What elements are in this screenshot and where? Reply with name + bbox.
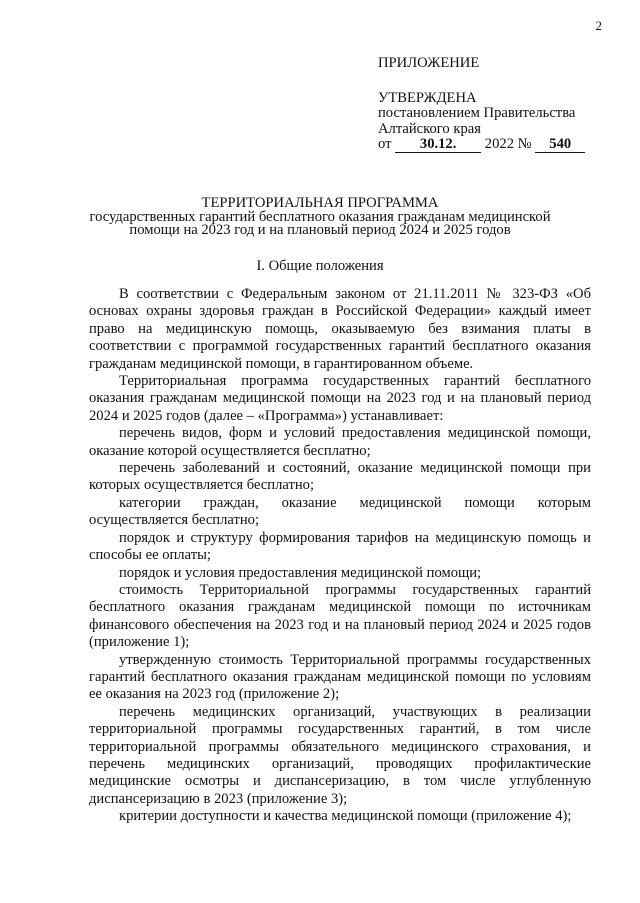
decree-year: 2022 № <box>484 136 532 152</box>
decree-number: 540 <box>535 137 585 153</box>
body-text <box>89 286 591 826</box>
page-number: 2 <box>595 18 602 33</box>
decree-date-line <box>378 137 618 154</box>
paragraph: перечень видов, форм и условий предоставления медицинской помощи, оказание которой осуществляется бесплатно; <box>89 425 591 459</box>
program-title-line-2: государственных гарантий бесплатного оказания гражданам медицинской <box>89 208 551 225</box>
paragraph: В соответствии с Федеральным законом от 21.11.2011 № 323-ФЗ «Об основах охраны здоровья граждан в Российской Федерации» каждый имеет право на медицинскую помощь, оказываемую без взимания платы в соответствии с программой государственных гарантий бесплатного оказания гражданам медицинской помощи, в гарантированном объеме. <box>89 286 591 372</box>
program-title-line-3: помощи на 2023 год и на плановый период 2024 и 2025 годов <box>129 222 511 238</box>
approved-label: УТВЕРЖДЕНА <box>378 89 477 106</box>
paragraph: Территориальная программа государственных гарантий бесплатного оказания гражданам медицинской помощи на 2023 год и на плановый период 2024 и 2025 годов (далее – «Программа») устанавливает: <box>89 373 591 424</box>
paragraph: стоимость Территориальной программы государственных гарантий бесплатного оказания гражданам медицинской помощи по источникам финансового обеспечения на 2023 год и на плановый период 2024 и 2025 годов (приложение 1); <box>89 581 591 651</box>
appendix-block <box>378 56 618 154</box>
paragraph: критерии доступности и качества медицинской помощи (приложение 4); <box>119 808 572 825</box>
appendix-title: ПРИЛОЖЕНИЕ <box>378 55 480 71</box>
paragraph: утвержденную стоимость Территориальной программы государственных гарантий бесплатного оказания гражданам медицинской помощи по условиям ее оказания на 2023 год (приложение 2); <box>89 651 591 703</box>
paragraph: порядок и структуру формирования тарифов на медицинскую помощь и способы ее оплаты; <box>89 529 591 564</box>
from-label: от <box>378 136 392 152</box>
section-heading: I. Общие положения <box>256 258 384 274</box>
paragraph: перечень заболеваний и состояний, оказание медицинской помощи при которых осуществляется бесплатно; <box>89 460 591 494</box>
paragraph: перечень медицинских организаций, участвующих в реализации территориальной программы государственных гарантий, в том числе территориальной программы обязательного медицинского страхования, и перечень медицинских организаций, проводящих профилактические медицинские осмотры и диспансеризацию, в том числе углубленную диспансеризацию в 2023 (приложение 3); <box>89 703 591 807</box>
decree-date: 30.12. <box>395 137 481 153</box>
paragraph: категории граждан, оказание медицинской помощи которым осуществляется бесплатно; <box>89 494 591 529</box>
region-line: Алтайского края <box>378 120 481 137</box>
approved-by-line: постановлением Правительства <box>378 105 576 121</box>
program-title <box>80 197 560 238</box>
program-title-line-1: ТЕРРИТОРИАЛЬНАЯ ПРОГРАММА <box>201 195 439 211</box>
paragraph: порядок и условия предоставления медицинской помощи; <box>119 564 482 581</box>
